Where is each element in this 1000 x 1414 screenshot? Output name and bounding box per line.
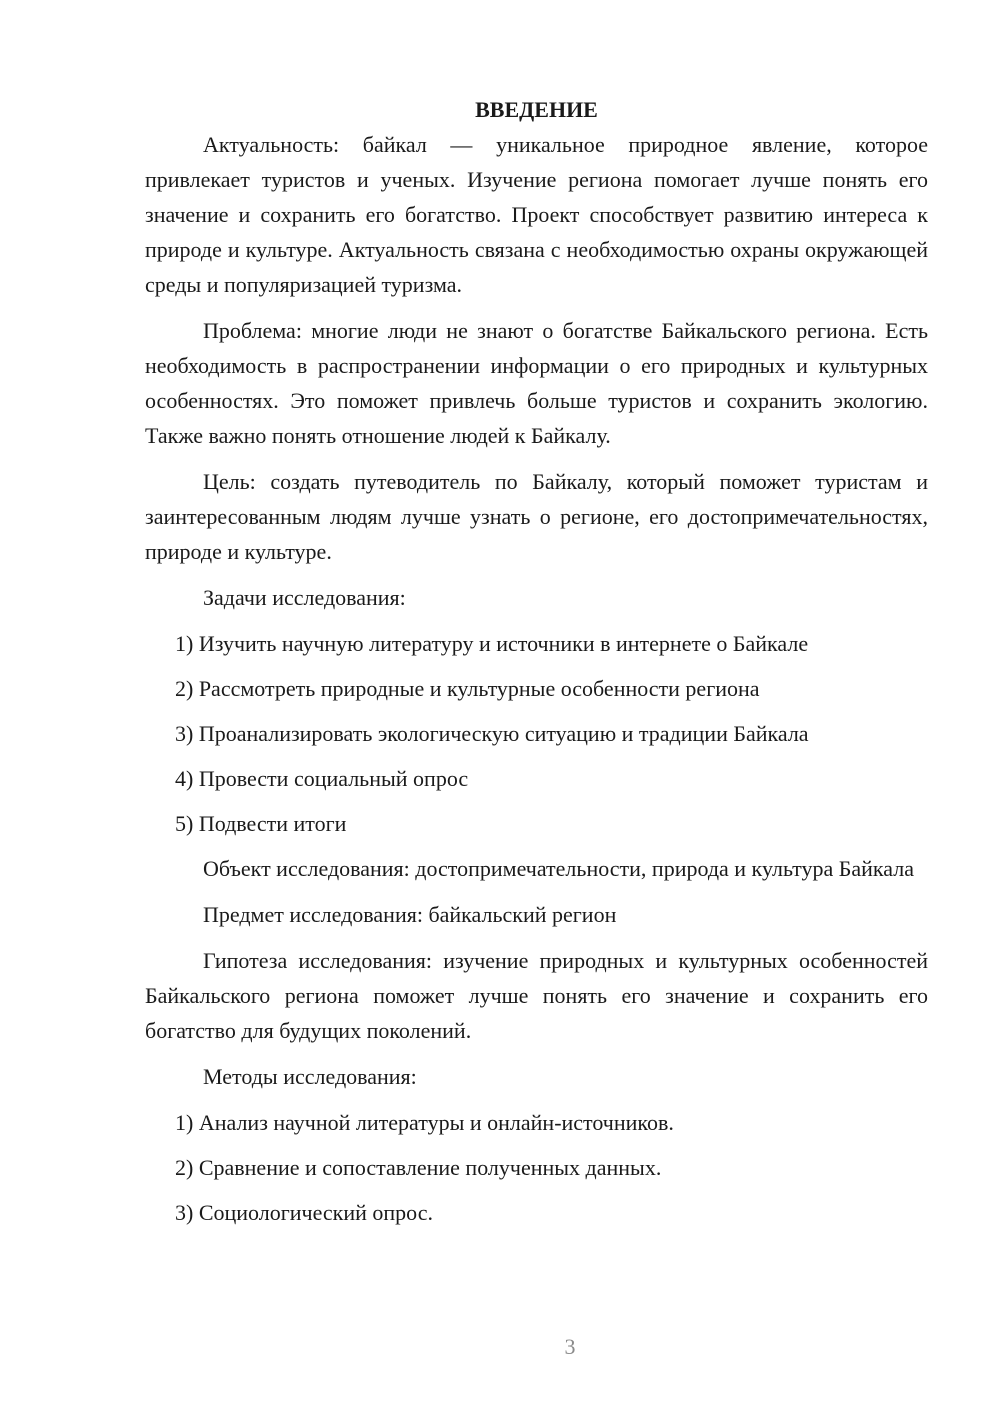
tasks-label: Задачи исследования: [203,585,406,610]
method-item: 2) Сравнение и сопоставление полученных данных. [175,1155,662,1180]
task-item: 2) Рассмотреть природные и культурные особенности региона [175,676,760,701]
task-item: 4) Провести социальный опрос [175,766,469,791]
page-title: ВВЕДЕНИЕ [475,97,598,122]
hypothesis-paragraph: Гипотеза исследования: изучение природных и культурных особенностей Байкальского региона поможет лучше понять его значение и сохранить его богатство для будущих поколений. [145,948,928,1043]
page-number: 3 [564,1334,576,1359]
problem-paragraph: Проблема: многие люди не знают о богатстве Байкальского региона. Есть необходимость в распространении информации о его природных и культурных особенностях. Это поможет привлечь больше туристов и сохранить экологию. Также важно понять отношение людей к Байкалу. [145,318,928,448]
methods-label: Методы исследования: [203,1064,417,1089]
task-item: 1) Изучить научную литературу и источники в интернете о Байкале [175,631,809,656]
subject-paragraph: Предмет исследования: байкальский регион [203,902,617,927]
method-item: 3) Социологический опрос. [175,1200,433,1225]
relevance-paragraph: Актуальность: байкал — уникальное природное явление, которое привлекает туристов и ученых. Изучение региона помогает лучше понять его значение и сохранить его богатство. Проект способствует развитию интереса к природе и культуре. Актуальность связана с необходимостью охраны окружающей среды и популяризацией туризма. [145,132,928,297]
task-item: 3) Проанализировать экологическую ситуацию и традиции Байкала [175,721,809,746]
method-item: 1) Анализ научной литературы и онлайн-источников. [175,1110,674,1135]
goal-paragraph: Цель: создать путеводитель по Байкалу, который поможет туристам и заинтересованным людям лучше узнать о регионе, его достопримечательностях, природе и культуре. [145,469,928,564]
task-item: 5) Подвести итоги [175,811,347,836]
object-paragraph: Объект исследования: достопримечательности, природа и культура Байкала [203,856,914,881]
document-page [145,92,928,1240]
